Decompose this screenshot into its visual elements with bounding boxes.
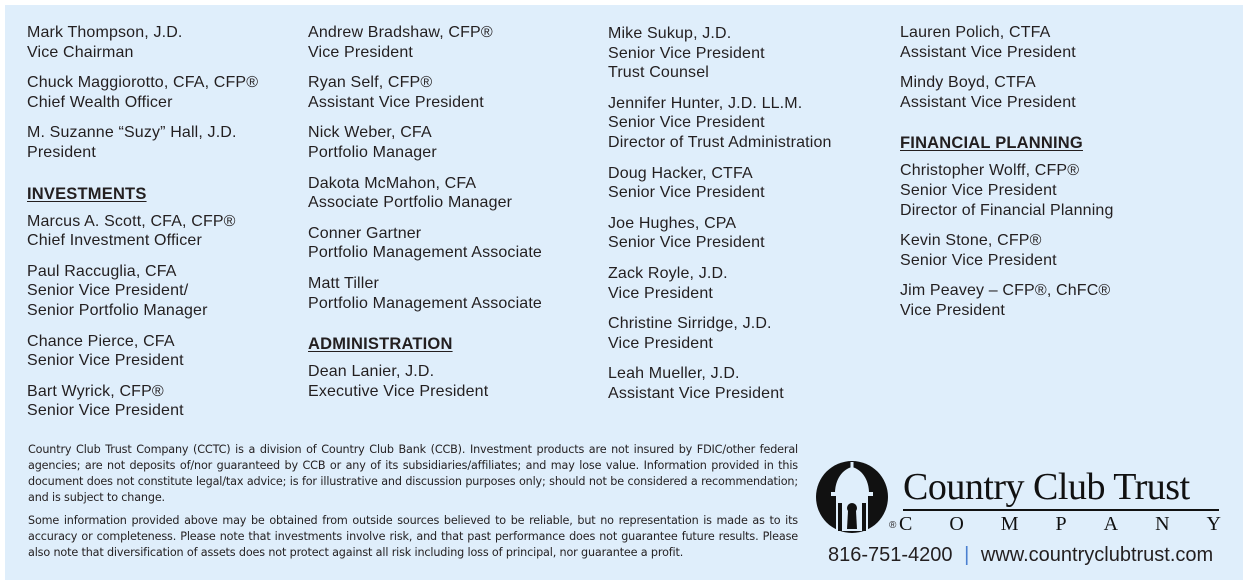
staff-entry — [308, 123, 542, 162]
staff-title: Assistant Vice President — [900, 43, 1076, 61]
staff-title: Senior Portfolio Manager — [27, 301, 208, 319]
staff-name: Nick Weber, CFA — [308, 124, 432, 142]
staff-entry — [608, 94, 832, 153]
staff-entry — [27, 332, 258, 371]
staff-entry — [27, 212, 258, 251]
investment-staff-group — [308, 23, 542, 313]
staff-title: President — [27, 143, 96, 161]
staff-name: Andrew Bradshaw, CFP® — [308, 24, 493, 41]
directory-column-2 — [308, 23, 542, 412]
staff-name: Jennifer Hunter, J.D. LL.M. — [608, 94, 803, 112]
staff-title: Portfolio Management Associate — [308, 244, 542, 262]
staff-entry — [308, 362, 542, 401]
staff-title: Assistant Vice President — [900, 93, 1076, 111]
staff-entry — [27, 23, 258, 62]
company-logo — [815, 455, 1225, 545]
staff-entry — [608, 364, 832, 403]
staff-name: M. Suzanne “Suzy” Hall, J.D. — [27, 124, 237, 142]
staff-entry — [608, 264, 832, 303]
staff-entry — [308, 274, 542, 313]
staff-name: Lauren Polich, CTFA — [900, 24, 1051, 41]
executive-group — [27, 23, 258, 163]
disclaimer-paragraph: Country Club Trust Company (CCTC) is a division of Country Club Bank (CCB). Investment products are not insured by FDIC/other federal agencies; are not deposits of/nor guaranteed by CCB or any of its subsidiaries/affiliates; and may lose value. Information provided in this document does not constitute legal/tax advice; is for illustrative and discussion purposes only; should not be considered a recommendation; and is subject to change. — [28, 443, 798, 504]
administration-group — [308, 334, 542, 401]
staff-title: Chief Investment Officer — [27, 232, 202, 250]
staff-name: Marcus A. Scott, CFA, CFP® — [27, 212, 236, 230]
staff-title: Director of Financial Planning — [900, 201, 1114, 219]
staff-title: Vice Chairman — [27, 43, 134, 61]
staff-title: Portfolio Manager — [308, 143, 437, 161]
staff-name: Ryan Self, CFP® — [308, 74, 433, 92]
staff-entry — [27, 382, 258, 421]
staff-name: Leah Mueller, J.D. — [608, 365, 740, 383]
contact-separator: | — [964, 544, 970, 566]
staff-name: Conner Gartner — [308, 224, 422, 242]
building-dome-icon — [815, 459, 893, 535]
staff-name: Dean Lanier, J.D. — [308, 363, 435, 381]
staff-name: Mike Sukup, J.D. — [608, 25, 732, 42]
staff-name: Chuck Maggiorotto, CFA, CFP® — [27, 74, 259, 92]
staff-title: Senior Vice President — [608, 234, 765, 252]
logo-letter: M — [1000, 513, 1019, 535]
staff-name: Jim Peavey – CFP®, ChFC® — [900, 282, 1111, 300]
staff-title: Vice President — [308, 43, 413, 61]
directory-column-4 — [900, 23, 1114, 332]
section-heading-investments: INVESTMENTS — [27, 184, 147, 203]
staff-entry — [308, 23, 542, 62]
staff-entry — [900, 231, 1114, 270]
staff-name: Chance Pierce, CFA — [27, 332, 175, 350]
directory-column-3 — [608, 24, 832, 415]
staff-entry — [900, 161, 1114, 220]
staff-name: Kevin Stone, CFP® — [900, 232, 1042, 250]
legal-disclaimer — [28, 442, 798, 568]
staff-entry — [900, 23, 1114, 62]
staff-name: Joe Hughes, CPA — [608, 214, 737, 232]
staff-entry — [27, 73, 258, 112]
staff-title: Director of Trust Administration — [608, 133, 832, 151]
staff-title: Senior Vice President — [27, 352, 184, 370]
staff-name: Christine Sirridge, J.D. — [608, 315, 772, 333]
staff-entry — [27, 123, 258, 162]
logo-letter: C — [899, 513, 913, 535]
staff-title: Senior Vice President — [608, 184, 765, 202]
staff-name: Mark Thompson, J.D. — [27, 24, 183, 41]
staff-name: Paul Raccuglia, CFA — [27, 262, 177, 280]
staff-title: Senior Vice President — [900, 251, 1057, 269]
trust-staff-group — [608, 24, 832, 404]
staff-title: Chief Wealth Officer — [27, 93, 173, 111]
section-heading-administration: ADMINISTRATION — [308, 335, 453, 354]
logo-letter: N — [1155, 513, 1170, 535]
trust-officers-group — [900, 23, 1114, 112]
staff-title: Assistant Vice President — [608, 384, 784, 402]
staff-entry — [27, 262, 258, 321]
staff-name: Mindy Boyd, CTFA — [900, 74, 1036, 92]
staff-entry — [608, 24, 832, 83]
staff-title: Associate Portfolio Manager — [308, 194, 513, 212]
staff-entry — [900, 73, 1114, 112]
contact-line — [828, 543, 1213, 567]
directory-column-1 — [27, 23, 258, 432]
website-link[interactable]: www.countryclubtrust.com — [980, 544, 1214, 566]
staff-entry — [608, 214, 832, 253]
staff-title: Vice President — [608, 284, 713, 302]
logo-underline — [903, 509, 1219, 511]
investments-group — [27, 184, 258, 421]
staff-title: Portfolio Management Associate — [308, 294, 542, 312]
staff-title: Assistant Vice President — [308, 93, 484, 111]
section-heading-financial-planning: FINANCIAL PLANNING — [900, 134, 1083, 153]
staff-title: Senior Vice President/ — [27, 282, 189, 300]
staff-entry — [900, 281, 1114, 320]
staff-title: Vice President — [608, 334, 713, 352]
logo-letter: O — [949, 513, 964, 535]
staff-entry — [308, 174, 542, 213]
registered-mark: ® — [889, 520, 897, 531]
staff-name: Zack Royle, J.D. — [608, 264, 728, 282]
staff-name: Christopher Wolff, CFP® — [900, 162, 1080, 180]
staff-entry — [608, 164, 832, 203]
staff-title: Executive Vice President — [308, 382, 489, 400]
financial-planning-group — [900, 133, 1114, 320]
staff-name: Bart Wyrick, CFP® — [27, 382, 164, 400]
phone-number[interactable]: 816-751-4200 — [828, 544, 953, 566]
logo-letter: Y — [1206, 513, 1221, 535]
logo-letter: P — [1055, 513, 1067, 535]
disclaimer-paragraph: Some information provided above may be obtained from outside sources believed to be reliable, but no representation is made as to its accuracy or completeness. Please note that investments involve risk, and that past performance does not guarantee future results. Please also note that diversification of assets does not protect against all risk including loss of principal, nor guarantee a profit. — [28, 514, 798, 559]
staff-title: Senior Vice President — [27, 402, 184, 420]
staff-name: Doug Hacker, CTFA — [608, 164, 753, 182]
logo-letter: A — [1103, 513, 1119, 535]
staff-entry — [308, 73, 542, 112]
logo-company-word — [899, 513, 1221, 535]
logo-wordmark: Country Club Trust — [903, 466, 1190, 508]
staff-name: Dakota McMahon, CFA — [308, 174, 477, 192]
staff-title: Senior Vice President — [608, 114, 765, 132]
staff-title: Trust Counsel — [608, 64, 709, 82]
staff-title: Senior Vice President — [900, 181, 1057, 199]
staff-entry — [608, 314, 832, 353]
staff-title: Vice President — [900, 301, 1005, 319]
staff-name: Matt Tiller — [308, 274, 379, 292]
staff-entry — [308, 224, 542, 263]
staff-title: Senior Vice President — [608, 44, 765, 62]
